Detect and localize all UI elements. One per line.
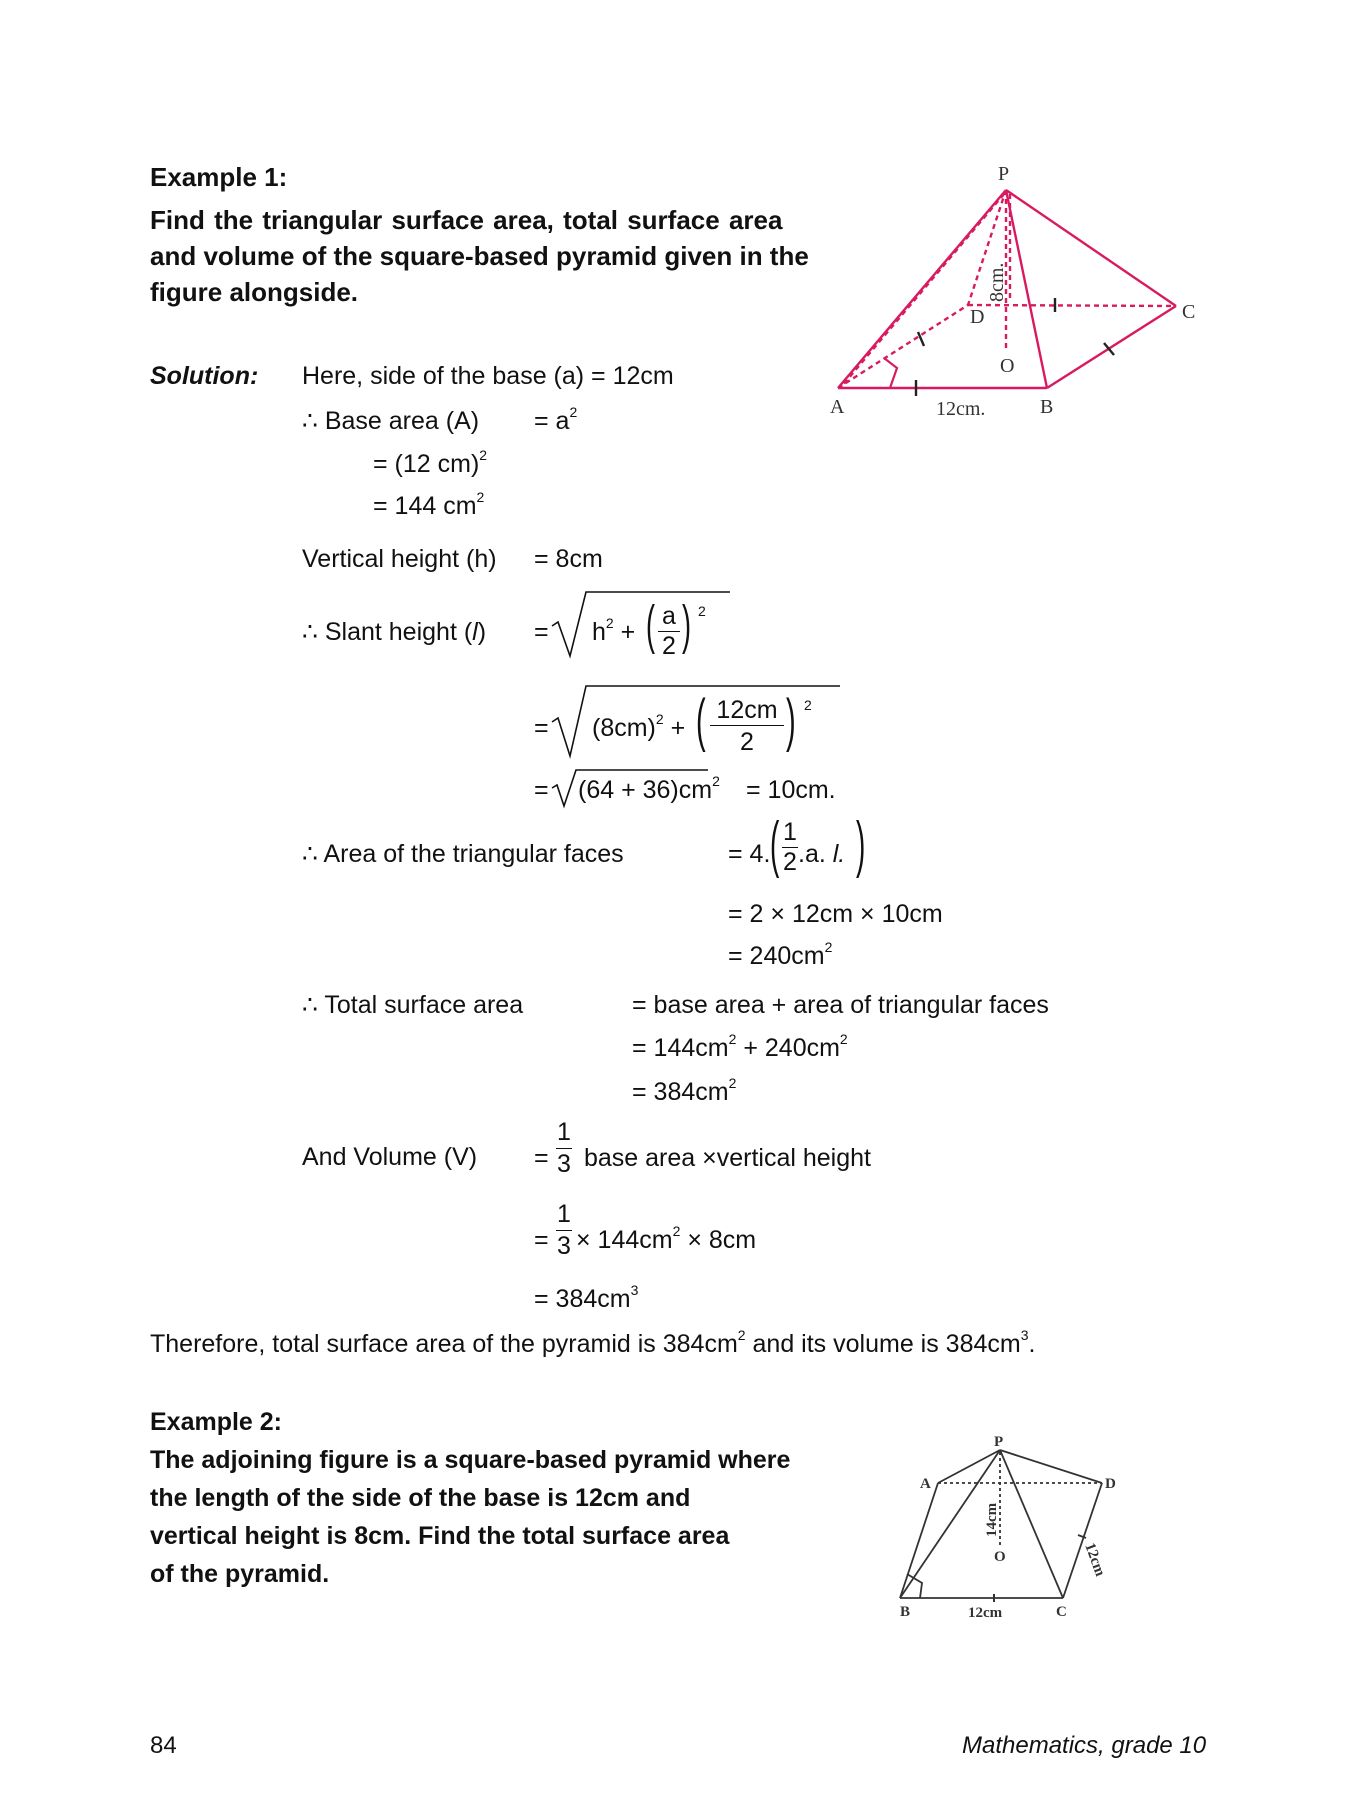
label-c: C [1056,1604,1067,1620]
example1-heading: Example 1: [150,162,288,192]
edge-pc [1000,1450,1063,1598]
example1-question-line: and volume of the square-based pyramid given in the [150,241,809,271]
step-tsa-label: ∴ Total surface area [302,991,524,1019]
label-a: A [830,396,845,418]
step-triangular-eq2: = 2 × 12cm × 10cm [728,900,943,928]
step-base-area-label: ∴ Base area (A) [302,407,480,435]
step-vertical-height-label: Vertical height (h) [302,545,497,573]
example2-question-line: the length of the side of the base is 12cm and [150,1484,691,1512]
edge-pa [938,1450,1000,1483]
step-tsa-eq2: = $144cm^2 + 240cm^2$ [632,1031,848,1062]
step-triangular-label: ∴ Area of the triangular faces [302,840,624,868]
label-p: P [998,163,1010,185]
step-base-area-eq3: = 144 $cm^2$ [373,489,485,520]
label-side-length: 12cm [1081,1540,1108,1579]
step-volume-eq3: = $384cm^3$ [534,1282,639,1313]
step-triangular-eq3: = $240cm^2$ [728,939,833,970]
label-p: P [994,1434,1004,1450]
label-height: 8cm. [986,262,1008,302]
label-b: B [1040,396,1054,418]
example2-heading: Example 2: [150,1408,283,1436]
example1-conclusion: Therefore, total surface area of the pyramid is $384cm^2$ and its volume is $384cm^3$. [150,1327,1036,1358]
step-slant-label: ∴ Slant height (l) [302,618,487,646]
label-o: O [1000,355,1015,377]
example2-question-line: vertical height is 8cm. Find the total surface area [150,1522,730,1550]
example1-question-line: figure alongside. [150,277,359,307]
step-side: Here, side of the base (a) = 12cm [302,362,674,390]
step-vertical-height-value: = 8cm [534,545,603,573]
label-a: A [920,1476,931,1492]
edge-pd [1000,1450,1102,1483]
solution-label: Solution: [150,362,259,390]
label-d: D [970,306,985,328]
book-title: Mathematics, grade 10 [962,1732,1207,1759]
label-b: B [900,1604,911,1620]
label-base-length: 12cm. [936,398,986,420]
step-tsa-eq1: = base area + area of triangular faces [632,991,1049,1019]
step-base-area-eq2: = (12 cm)$^2$ [373,447,488,478]
label-c: C [1182,301,1196,323]
right-angle-mark [907,1574,922,1598]
step-base-area-eq1: = $a^2$ [534,404,578,435]
label-base-length: 12cm [968,1605,1003,1621]
example1-question-line: Find the triangular surface area, total surface area [150,205,783,235]
step-tsa-eq3: = $384cm^2$ [632,1075,737,1106]
example2-question-line: The adjoining figure is a square-based pyramid where [150,1446,791,1474]
step-volume-label: And Volume (V) [302,1143,478,1171]
label-d: D [1105,1476,1116,1492]
label-o: O [994,1549,1006,1565]
label-height: 14cm [984,1502,1000,1537]
example2-question-line: of the pyramid. [150,1560,330,1588]
page-number: 84 [150,1732,177,1759]
